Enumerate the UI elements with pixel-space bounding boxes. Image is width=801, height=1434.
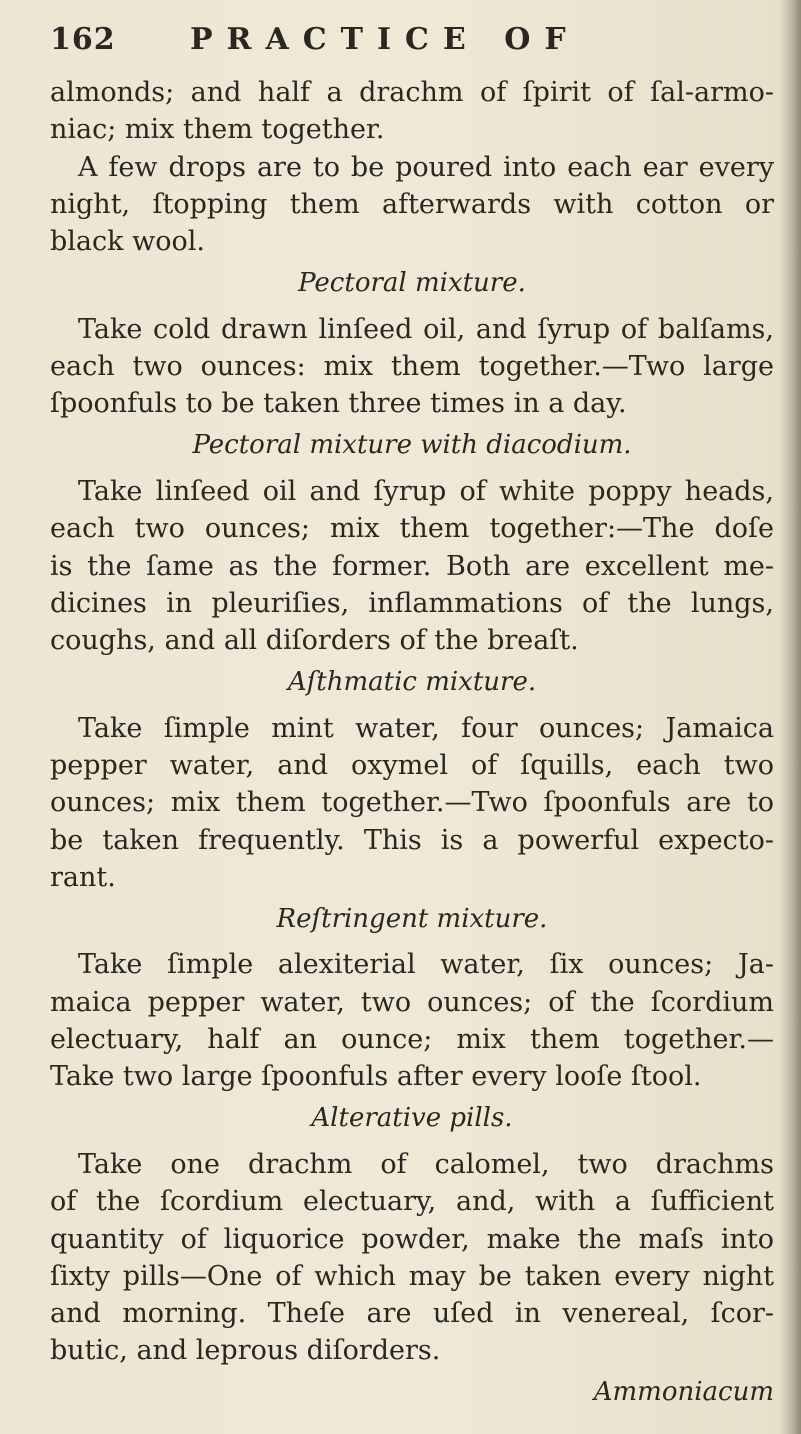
- catchword: Ammoniacum: [593, 1377, 774, 1407]
- section-heading: Pectoral mixture.: [298, 268, 526, 298]
- section-heading: Pectoral mixture with diacodium.: [192, 430, 632, 460]
- page-number: 162: [50, 22, 116, 57]
- text-line: ſpoonfuls to be taken three times in a day.: [50, 388, 627, 419]
- text-line: each two ounces; mix them together:—The doſe: [50, 513, 774, 544]
- text-line: night, ſtopping them afterwards with cotton or: [50, 189, 774, 220]
- text-line: ounces; mix them together.—Two ſpoonfuls are to: [50, 787, 774, 818]
- text-line: quantity of liquorice powder, make the maſs into: [50, 1224, 774, 1255]
- section-heading: Alterative pills.: [311, 1103, 513, 1133]
- text-line: maica pepper water, two ounces; of the ſcordium: [50, 987, 774, 1018]
- text-line: ſixty pills—One of which may be taken every night: [50, 1261, 774, 1292]
- text-line: is the ſame as the former. Both are excellent me-: [50, 551, 774, 582]
- text-line: and morning. Theſe are uſed in venereal, ſcor-: [50, 1298, 774, 1329]
- text-line: Take ſimple alexiterial water, ſix ounces; Ja-: [78, 949, 774, 980]
- text-line: pepper water, and oxymel of ſquills, each two: [50, 750, 774, 781]
- text-line: each two ounces: mix them together.—Two large: [50, 351, 774, 382]
- section-heading: Aſthmatic mixture.: [287, 667, 537, 697]
- text-line: dicines in pleuriſies, inflammations of the lungs,: [50, 588, 774, 619]
- text-line: Take two large ſpoonfuls after every looſe ſtool.: [50, 1061, 702, 1092]
- text-line: electuary, half an ounce; mix them together.—: [50, 1024, 774, 1055]
- text-line: Take linſeed oil and ſyrup of white poppy heads,: [78, 476, 774, 507]
- running-title: PRACTICE OF: [190, 22, 580, 57]
- text-line: butic, and leprous diſorders.: [50, 1335, 441, 1366]
- text-line: Take ſimple mint water, four ounces; Jamaica: [78, 713, 774, 744]
- text-line: coughs, and all diſorders of the breaſt.: [50, 625, 579, 656]
- text-line: Take one drachm of calomel, two drachms: [78, 1149, 774, 1180]
- text-line: rant.: [50, 862, 116, 893]
- text-line: niac; mix them together.: [50, 114, 385, 145]
- page-header: [50, 22, 761, 72]
- text-line: almonds; and half a drachm of ſpirit of ſal-armo-: [50, 77, 774, 108]
- text-line: black wool.: [50, 226, 205, 257]
- text-line: A few drops are to be poured into each ear every: [78, 152, 774, 183]
- text-line: be taken frequently. This is a powerful expecto-: [50, 825, 774, 856]
- text-line: of the ſcordium electuary, and, with a ſufficient: [50, 1186, 774, 1217]
- section-heading: Reſtringent mixture.: [276, 904, 548, 934]
- text-line: Take cold drawn linſeed oil, and ſyrup of balſams,: [78, 314, 774, 345]
- page-edge-shadow: [779, 0, 801, 1434]
